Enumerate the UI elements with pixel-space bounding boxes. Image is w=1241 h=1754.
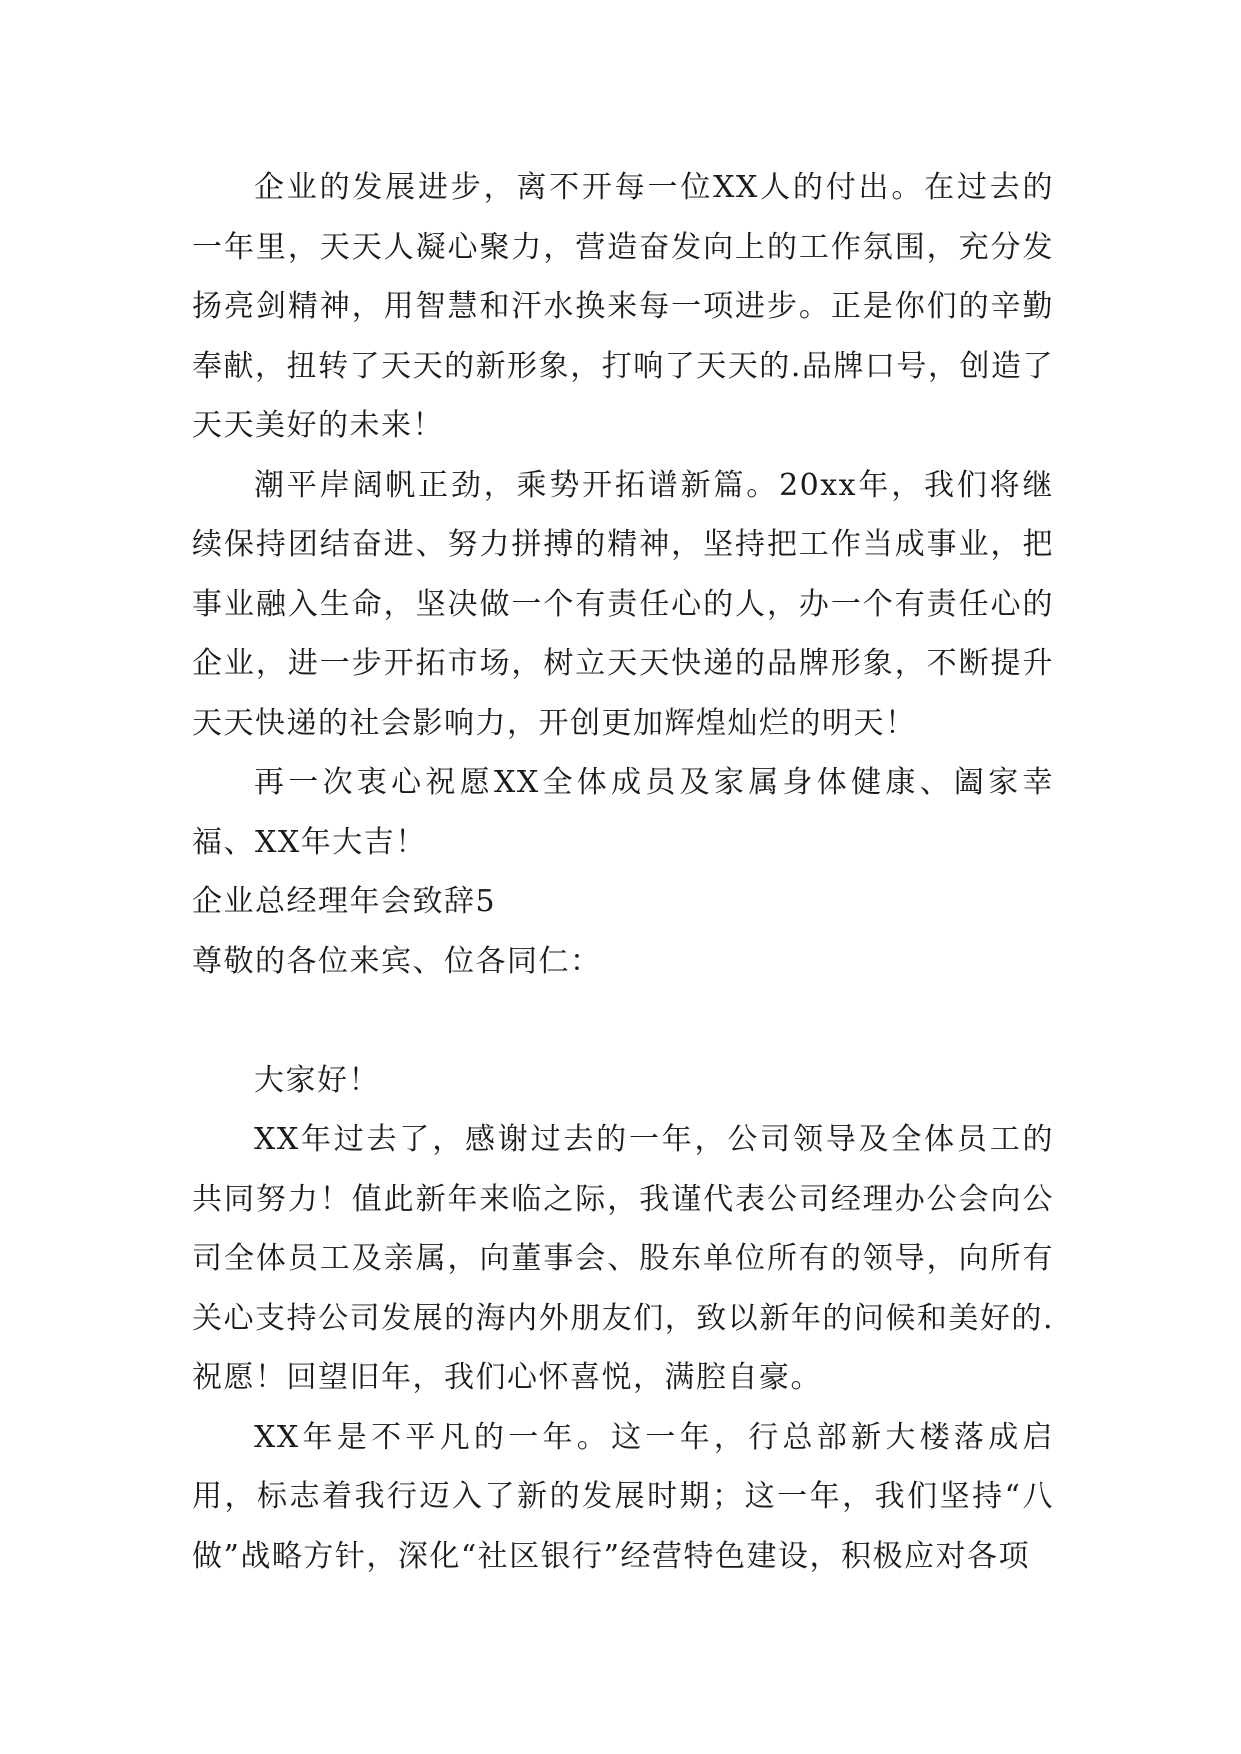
section-title: 企业总经理年会致辞5 bbox=[192, 884, 497, 919]
paragraph-1: 企业的发展进步，离不开每一位XX人的付出。在过去的一年里，天天人凝心聚力，营造奋发向上的工作氛围，充分发扬亮剑精神，用智慧和汗水换来每一项进步。正是你们的辛勤奉献，扭转了天天的新形象，打响了天天的.品牌口号，创造了天天美好的未来！ bbox=[192, 170, 1054, 443]
greeting: 大家好！ bbox=[254, 1062, 380, 1098]
paragraph-3: 再一次衷心祝愿XX全体成员及家属身体健康、阖家幸福、XX年大吉！ bbox=[192, 765, 1054, 860]
document-body bbox=[192, 158, 1054, 1586]
salutation: 尊敬的各位来宾、位各同仁： bbox=[192, 943, 602, 979]
blank-line bbox=[192, 991, 1054, 1051]
paragraph-2: 潮平岸阔帆正劲，乘势开拓谱新篇。20xx年，我们将继续保持团结奋进、努力拼搏的精神，坚持把工作当成事业，把事业融入生命，坚决做一个有责任心的人，办一个有责任心的企业，进一步开拓市场，树立天天快递的品牌形象，不断提升天天快递的社会影响力，开创更加辉煌灿烂的明天！ bbox=[192, 467, 1054, 741]
body-paragraph-2: XX年是不平凡的一年。这一年，行总部新大楼落成启用，标志着我行迈入了新的发展时期；这一年，我们坚持“八做”战略方针，深化“社区银行”经营特色建设，积极应对各项 bbox=[192, 1419, 1054, 1574]
body-paragraph-1: XX年过去了，感谢过去的一年，公司领导及全体员工的共同努力！值此新年来临之际，我谨代表公司经理办公会向公司全体员工及亲属，向董事会、股东单位所有的领导，向所有关心支持公司发展的海内外朋友们，致以新年的问候和美好的.祝愿！回望旧年，我们心怀喜悦，满腔自豪。 bbox=[192, 1122, 1054, 1395]
